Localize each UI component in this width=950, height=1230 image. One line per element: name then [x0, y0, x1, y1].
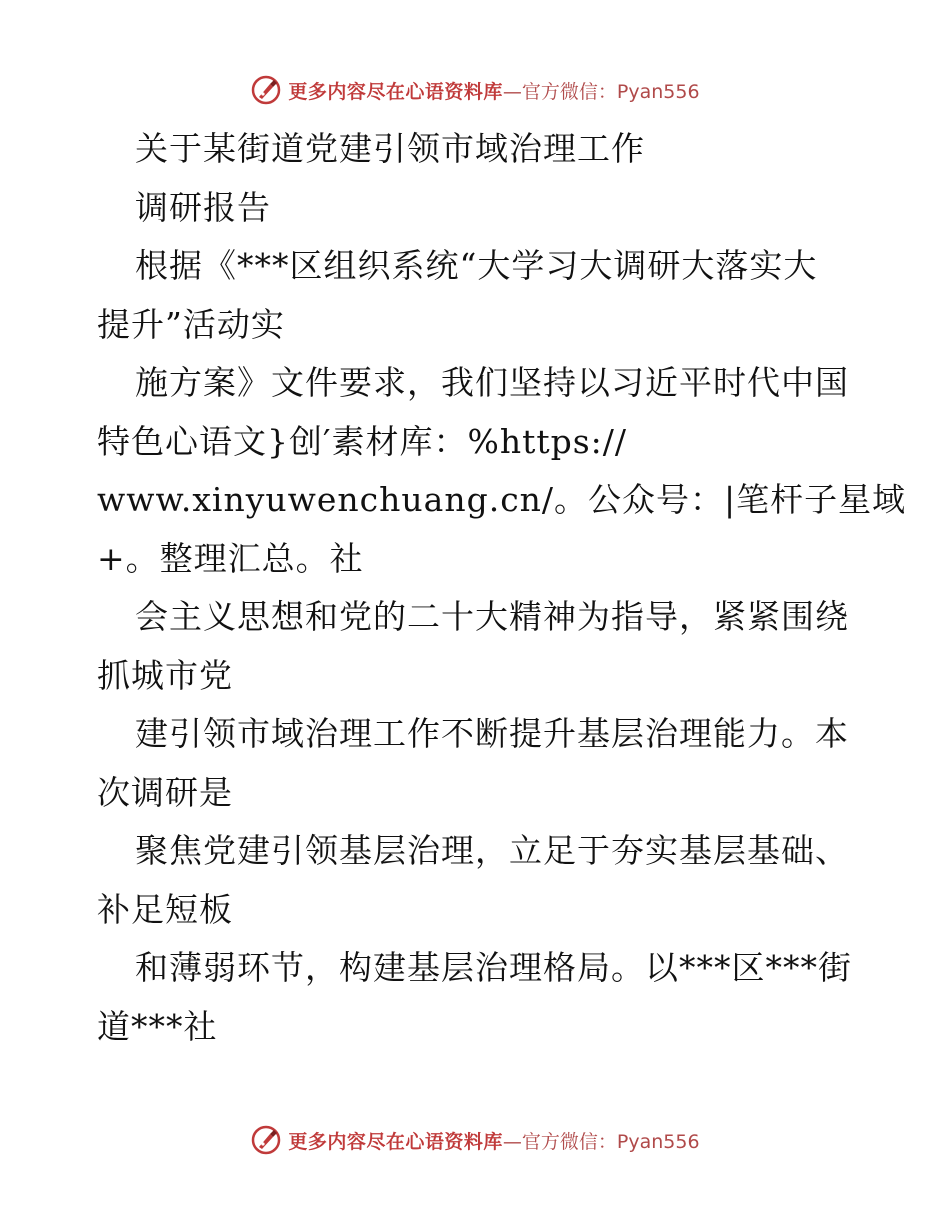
- paragraph-line: 补足短板: [97, 889, 233, 929]
- title-line-1: 关于某街道党建引领市域治理工作: [135, 129, 645, 168]
- paragraph-line: 和薄弱环节，构建基层治理格局。以***区***街: [135, 948, 852, 987]
- header-banner-contact: —官方微信：Pyan556: [502, 80, 700, 103]
- paragraph-line: 聚焦党建引领基层治理，立足于夯实基层基础、: [135, 831, 849, 870]
- header-banner-title: 更多内容尽在心语资料库: [288, 80, 503, 103]
- paragraph-line: +。整理汇总。社: [97, 538, 364, 578]
- paragraph-line: 特色心语文}创′素材库：%https://: [97, 421, 628, 461]
- footer-banner-contact: —官方微信：Pyan556: [502, 1130, 700, 1153]
- paragraph-line: 抓城市党: [97, 655, 233, 695]
- paragraph-line: 施方案》文件要求，我们坚持以习近平时代中国: [135, 363, 849, 402]
- pen-nib-logo-icon: [250, 1124, 282, 1156]
- paragraph-line: 道***社: [97, 1006, 218, 1046]
- paragraph-line: www.xinyuwenchuang.cn/。公众号：|笔杆子星域: [97, 480, 907, 519]
- paragraph-line: 建引领市域治理工作不断提升基层治理能力。本: [135, 714, 849, 753]
- title-line-2: 调研报告: [135, 187, 271, 227]
- document-body: [97, 120, 907, 1056]
- paragraph-line: 根据《***区组织系统“大学习大调研大落实大: [135, 246, 818, 285]
- footer-banner: [0, 1122, 950, 1158]
- paragraph-line: 提升”活动实: [97, 304, 285, 344]
- pen-nib-logo-icon: [250, 74, 282, 106]
- paragraph-line: 会主义思想和党的二十大精神为指导，紧紧围绕: [135, 597, 849, 636]
- header-banner: [0, 72, 950, 108]
- paragraph-line: 次调研是: [97, 772, 233, 812]
- footer-banner-title: 更多内容尽在心语资料库: [288, 1130, 503, 1153]
